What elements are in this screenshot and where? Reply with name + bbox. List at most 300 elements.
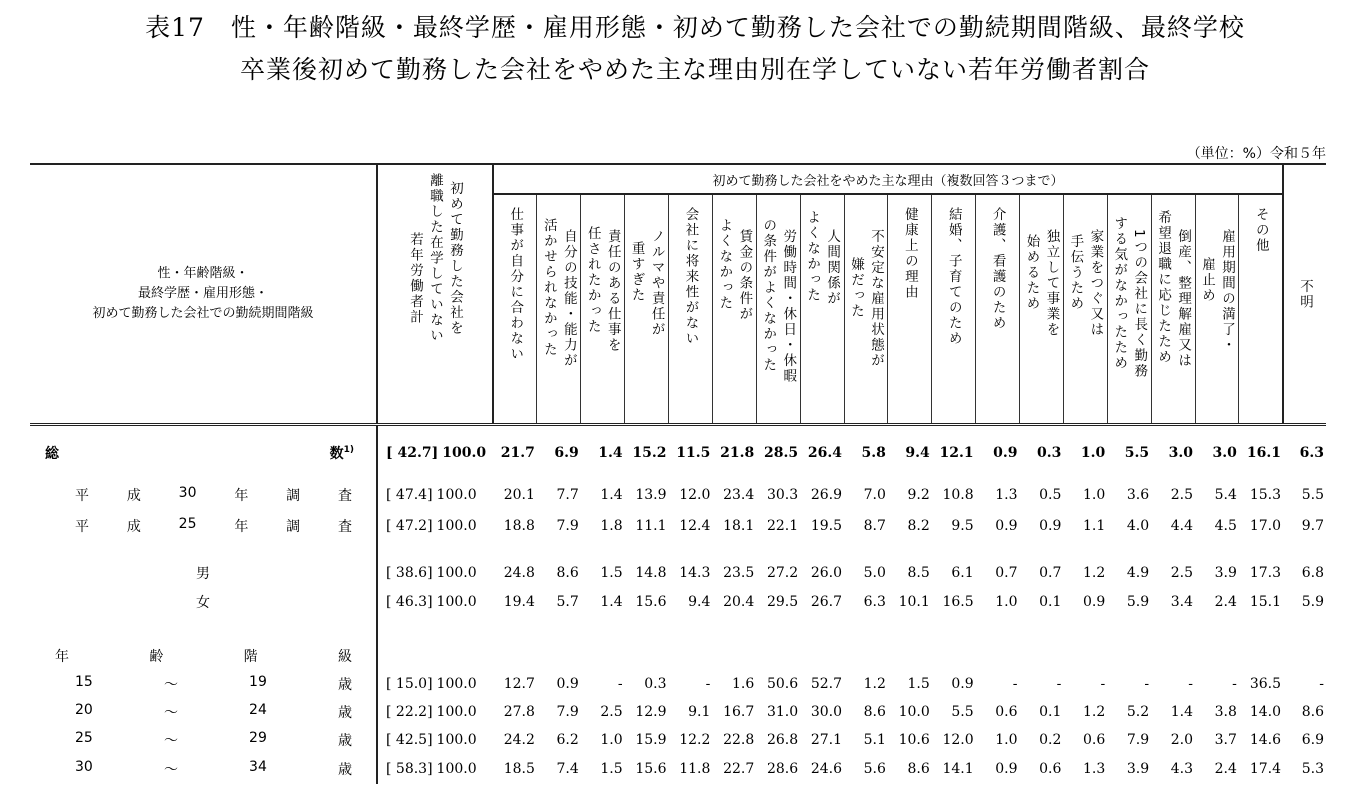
value-cell: 5.7 xyxy=(556,593,579,610)
value-cell: 0.9 xyxy=(556,675,579,692)
value-cell: 18.1 xyxy=(723,517,755,534)
value-cell: 2.4 xyxy=(1214,593,1237,610)
value-cell: 3.7 xyxy=(1214,731,1237,748)
row-label xyxy=(30,558,377,588)
row-label-part: ～ xyxy=(163,732,178,749)
value-cell: 5.6 xyxy=(863,760,886,777)
row-label-part: 34 xyxy=(249,758,267,775)
value-cell: 3.0 xyxy=(1168,444,1193,461)
reason-header xyxy=(625,194,669,425)
reason-header-line: 1つの会社に長く勤務 xyxy=(1131,229,1148,380)
row-label-part: 30 xyxy=(178,484,197,501)
value-cell: 19.5 xyxy=(810,517,842,534)
value-cell: 18.8 xyxy=(503,517,535,534)
value-cell: 9.4 xyxy=(905,444,930,461)
row-label-part: 平 xyxy=(75,518,89,535)
row-label-part: 調 xyxy=(286,518,301,535)
value-cell: 50.6 xyxy=(766,675,799,692)
value-cell: 0.9 xyxy=(995,760,1018,777)
reason-header xyxy=(1107,194,1151,425)
value-cell: 29.5 xyxy=(766,593,799,610)
value-cell: 0.5 xyxy=(1039,486,1062,503)
value-cell: 27.8 xyxy=(503,703,535,720)
value-cell: 1.2 xyxy=(863,675,886,692)
row-label-part: 階 xyxy=(243,648,258,665)
value-cell: 5.8 xyxy=(861,444,886,461)
reason-header-line: 不安定な雇用状態が xyxy=(867,229,884,369)
reason-header-line: 自分の技能・能力が xyxy=(560,229,577,369)
value-cell: 9.5 xyxy=(951,517,974,534)
reason-header-line: 会社に将来性がない xyxy=(682,207,699,347)
value-cell: 0.9 xyxy=(1082,593,1106,610)
value-cell: 28.6 xyxy=(766,760,799,777)
value-cell: 5.4 xyxy=(1214,486,1237,503)
reason-header-line: 賃金の条件が xyxy=(736,229,753,322)
value-cell: 11.1 xyxy=(635,517,667,534)
total-cell xyxy=(377,425,493,480)
value-cell: 0.9 xyxy=(995,517,1018,534)
value-cell: 7.9 xyxy=(556,703,579,720)
total-cell xyxy=(377,698,493,726)
total-value: 100.0 xyxy=(436,731,477,748)
value-cell: 9.1 xyxy=(688,703,711,720)
value-cell: 0.3 xyxy=(644,675,667,692)
table-row xyxy=(30,425,1326,480)
value-cell: 26.9 xyxy=(810,486,842,503)
value-cell: 1.0 xyxy=(600,731,623,748)
reference-total: [ 15.0] xyxy=(386,675,433,692)
row-label-part: 平 xyxy=(75,487,89,504)
row-label xyxy=(30,425,377,480)
value-cell: 12.2 xyxy=(679,731,711,748)
value-cell: 3.6 xyxy=(1126,486,1150,503)
header-line: 若年労働者計 xyxy=(407,231,423,325)
row-label-part: ～ xyxy=(163,676,178,693)
reason-header-line: 倒産、整理解雇又は xyxy=(1175,229,1192,369)
value-cell: 8.7 xyxy=(863,517,886,534)
total-cell xyxy=(377,480,493,510)
value-cell: 8.6 xyxy=(1301,703,1324,720)
value-cell: 1.0 xyxy=(995,593,1018,610)
value-cell: 4.5 xyxy=(1214,517,1237,534)
value-cell: 17.4 xyxy=(1249,760,1281,777)
reference-total: [ 58.3] xyxy=(386,760,433,777)
value-cell: 8.2 xyxy=(907,517,930,534)
value-cell: - xyxy=(1056,675,1062,692)
value-cell: 22.1 xyxy=(766,517,799,534)
reason-header xyxy=(976,194,1020,425)
row-label xyxy=(30,754,377,784)
row-label-header-line: 最終学歴・雇用形態・ xyxy=(137,286,268,301)
total-value: 100.0 xyxy=(436,486,477,503)
reason-header xyxy=(1020,194,1064,425)
value-cell: 7.4 xyxy=(556,760,579,777)
row-label xyxy=(30,480,377,510)
value-cell: 8.6 xyxy=(556,564,579,581)
value-cell: 24.8 xyxy=(503,564,535,581)
table-row xyxy=(30,642,1326,670)
value-cell: 8.6 xyxy=(863,703,886,720)
row-label-part: ～ xyxy=(163,761,178,778)
table-row xyxy=(30,510,1326,542)
value-cell: 0.6 xyxy=(1082,731,1106,748)
value-cell: 7.7 xyxy=(556,486,579,503)
value-cell: 5.5 xyxy=(1301,486,1324,503)
value-cell: 1.8 xyxy=(600,517,623,534)
value-cell: 6.3 xyxy=(1299,444,1324,461)
reason-header-line: 活かせられなかった xyxy=(540,218,557,358)
value-cell: 4.0 xyxy=(1126,517,1150,534)
value-cell: 20.1 xyxy=(503,486,535,503)
table-row xyxy=(30,558,1326,588)
total-cell xyxy=(377,510,493,542)
value-cell: 1.0 xyxy=(995,731,1018,748)
row-label-part: 成 xyxy=(126,487,141,504)
value-cell: 23.5 xyxy=(723,564,755,581)
value-cell: 0.6 xyxy=(995,703,1018,720)
value-cell: 22.7 xyxy=(723,760,755,777)
value-cell: 1.5 xyxy=(600,760,623,777)
value-cell: 2.5 xyxy=(600,703,623,720)
value-cell: 12.0 xyxy=(679,486,711,503)
value-cell: 5.9 xyxy=(1126,593,1150,610)
value-cell: 1.3 xyxy=(995,486,1018,503)
table-row xyxy=(30,754,1326,784)
row-label-part: 総 xyxy=(45,445,59,462)
row-label xyxy=(30,588,377,616)
value-cell: 27.1 xyxy=(810,731,842,748)
value-cell: 10.6 xyxy=(898,731,930,748)
value-cell: 2.5 xyxy=(1170,486,1193,503)
value-cell: 18.5 xyxy=(503,760,535,777)
row-label-part: 歳 xyxy=(337,704,352,721)
value-cell: 6.3 xyxy=(863,593,886,610)
value-cell: 0.7 xyxy=(1039,564,1062,581)
value-cell: 6.9 xyxy=(1301,731,1324,748)
value-cell: 7.9 xyxy=(556,517,579,534)
reason-header-line: 仕事が自分に合わない xyxy=(507,207,524,362)
reason-header xyxy=(932,194,976,425)
reference-total: [ 47.2] xyxy=(386,517,433,534)
value-cell: - xyxy=(1319,675,1324,692)
reason-header-line: ノルマや責任が xyxy=(648,229,665,338)
reason-header xyxy=(1195,194,1239,425)
row-label-part: ～ xyxy=(163,704,178,721)
value-cell: 5.9 xyxy=(1301,593,1324,610)
total-cell xyxy=(377,670,493,698)
reference-total: [ 22.2] xyxy=(386,703,433,720)
value-cell: 1.5 xyxy=(907,675,930,692)
value-cell: 30.3 xyxy=(766,486,799,503)
reason-header-line: よくなかった xyxy=(716,218,733,311)
value-cell: 0.9 xyxy=(1039,517,1062,534)
reference-total: [ 47.4] xyxy=(386,486,433,503)
value-cell: 5.0 xyxy=(863,564,886,581)
value-cell: 11.5 xyxy=(676,444,711,461)
unknown-header-label: 不明 xyxy=(1297,278,1313,310)
row-label xyxy=(30,542,377,558)
reason-header-line: 雇止め xyxy=(1198,256,1215,304)
row-label xyxy=(30,616,377,642)
value-cell: 10.0 xyxy=(898,703,930,720)
row-label-part: 24 xyxy=(249,701,267,718)
value-cell: 27.2 xyxy=(766,564,799,581)
header-line: 離職した在学していない xyxy=(427,173,443,344)
total-cell xyxy=(377,558,493,588)
value-cell: 0.2 xyxy=(1039,731,1062,748)
total-value: 100.0 xyxy=(436,593,477,610)
reason-header xyxy=(1151,194,1195,425)
reason-header-line: 結婚、子育てのため xyxy=(945,207,962,347)
value-cell: 6.2 xyxy=(556,731,579,748)
value-cell: 8.6 xyxy=(907,760,930,777)
reason-header xyxy=(581,194,625,425)
total-value: 100.0 xyxy=(436,564,477,581)
row-label-part: 女 xyxy=(196,594,210,611)
reason-header xyxy=(844,194,888,425)
reason-header xyxy=(800,194,844,425)
reference-total: [ 42.5] xyxy=(386,731,433,748)
reason-header-line: 雇用期間の満了・ xyxy=(1218,229,1235,353)
value-cell: 24.2 xyxy=(503,731,535,748)
value-cell: 12.1 xyxy=(939,444,974,461)
row-label-part: 齢 xyxy=(149,648,164,665)
value-cell: - xyxy=(1012,675,1018,692)
empty-cell xyxy=(377,642,1326,670)
value-cell: 2.5 xyxy=(1170,564,1193,581)
value-cell: 3.8 xyxy=(1214,703,1237,720)
value-cell: 12.4 xyxy=(679,517,711,534)
statistics-table xyxy=(30,163,1326,784)
value-cell: 10.1 xyxy=(898,593,930,610)
reason-header-line: その他 xyxy=(1252,207,1269,254)
reason-header-line: 健康上の理由 xyxy=(901,207,918,300)
reason-header-line: の条件がよくなかった xyxy=(760,218,777,373)
value-cell: 11.8 xyxy=(679,760,711,777)
value-cell: 4.3 xyxy=(1170,760,1193,777)
value-cell: 1.5 xyxy=(600,564,623,581)
value-cell: 7.9 xyxy=(1126,731,1150,748)
value-cell: 1.4 xyxy=(598,444,623,461)
unit-note: （単位：%）令和５年 xyxy=(1186,146,1326,162)
value-cell: 0.1 xyxy=(1039,703,1062,720)
value-cell: 14.1 xyxy=(942,760,974,777)
value-cell: 5.1 xyxy=(863,731,886,748)
table-row xyxy=(30,670,1326,698)
value-cell: 17.0 xyxy=(1249,517,1281,534)
label-with-note xyxy=(330,443,354,463)
reason-header-line: 嫌だった xyxy=(847,256,864,319)
unknown-header xyxy=(1283,164,1326,425)
row-label-part: 15 xyxy=(75,673,93,690)
value-cell: 1.1 xyxy=(1082,517,1106,534)
reason-header xyxy=(1063,194,1107,425)
row-label-part: 男 xyxy=(196,565,210,582)
value-cell: 6.8 xyxy=(1301,564,1324,581)
total-workers-header xyxy=(377,164,493,425)
value-cell: 20.4 xyxy=(723,593,755,610)
table-row xyxy=(30,480,1326,510)
value-cell: 5.3 xyxy=(1301,760,1324,777)
reference-total: [ 42.7] xyxy=(386,444,439,461)
total-value: 100.0 xyxy=(436,760,477,777)
value-cell: 3.0 xyxy=(1212,444,1237,461)
value-cell: 15.3 xyxy=(1249,486,1281,503)
reason-header-line: 手伝うため xyxy=(1067,233,1084,311)
reason-header xyxy=(537,194,581,425)
value-cell: 14.0 xyxy=(1249,703,1281,720)
value-cell: 1.6 xyxy=(731,675,755,692)
value-cell: 0.1 xyxy=(1039,593,1062,610)
row-label-part: 成 xyxy=(126,518,141,535)
row-label-part: 歳 xyxy=(337,761,352,778)
value-cell: 6.1 xyxy=(951,564,974,581)
value-cell: 12.0 xyxy=(942,731,974,748)
value-cell: 1.2 xyxy=(1082,703,1106,720)
reason-header-line: 人間関係が xyxy=(824,229,841,307)
value-cell: 3.9 xyxy=(1126,760,1150,777)
row-label-part: 級 xyxy=(337,648,352,665)
value-cell: 16.7 xyxy=(723,703,755,720)
value-cell: - xyxy=(1100,675,1106,692)
value-cell: 16.1 xyxy=(1246,444,1281,461)
table-row xyxy=(30,726,1326,754)
row-label-header xyxy=(30,164,377,425)
value-cell: 15.2 xyxy=(632,444,667,461)
reason-header-line: 重すぎた xyxy=(628,241,645,304)
value-cell: 0.7 xyxy=(995,564,1018,581)
value-cell: 0.3 xyxy=(1037,444,1062,461)
total-value: 100.0 xyxy=(436,517,477,534)
value-cell: 5.5 xyxy=(1124,444,1150,461)
reference-total: [ 46.3] xyxy=(386,593,433,610)
value-cell: 12.9 xyxy=(635,703,667,720)
value-cell: 4.4 xyxy=(1170,517,1193,534)
value-cell: 1.4 xyxy=(600,486,623,503)
reason-header-line: よくなかった xyxy=(804,210,821,304)
value-cell: 7.0 xyxy=(863,486,886,503)
row-label-part: 30 xyxy=(75,758,93,775)
value-cell: 15.1 xyxy=(1249,593,1281,610)
value-cell: 10.8 xyxy=(942,486,974,503)
value-cell: 36.5 xyxy=(1249,675,1281,692)
value-cell: 5.2 xyxy=(1126,703,1150,720)
value-cell: 17.3 xyxy=(1249,564,1281,581)
reason-header-line: 任されたかった xyxy=(584,225,601,335)
reason-header-line: 希望退職に応じたため xyxy=(1155,210,1172,366)
total-cell xyxy=(377,588,493,616)
row-label-part: 数 xyxy=(329,445,344,462)
value-cell: 22.8 xyxy=(723,731,755,748)
value-cell: 19.4 xyxy=(503,593,535,610)
value-cell: 9.2 xyxy=(907,486,930,503)
value-cell: 5.5 xyxy=(951,703,974,720)
row-label-header-line: 初めて勤務した会社での勤続期間階級 xyxy=(92,306,314,321)
value-cell: 21.7 xyxy=(500,444,535,461)
value-cell: 1.0 xyxy=(1080,444,1106,461)
total-value: 100.0 xyxy=(436,703,477,720)
value-cell: 14.8 xyxy=(635,564,667,581)
value-cell: 2.0 xyxy=(1170,731,1193,748)
row-label xyxy=(30,726,377,754)
row-label-part: 25 xyxy=(75,729,93,746)
empty-cell xyxy=(377,542,1326,558)
spacer-row xyxy=(30,542,1326,558)
row-label xyxy=(30,510,377,542)
value-cell: - xyxy=(617,675,623,692)
value-cell: 3.4 xyxy=(1170,593,1193,610)
value-cell: 31.0 xyxy=(766,703,799,720)
value-cell: 26.4 xyxy=(807,444,842,461)
value-cell: - xyxy=(705,675,711,692)
reason-header-line: 責任のある仕事を xyxy=(604,229,621,353)
row-label-part: 年 xyxy=(55,648,69,665)
value-cell: 0.9 xyxy=(951,675,974,692)
value-cell: - xyxy=(1188,675,1193,692)
row-label-part: 歳 xyxy=(337,676,352,693)
value-cell: 8.5 xyxy=(907,564,930,581)
value-cell: 12.7 xyxy=(503,675,535,692)
total-cell xyxy=(377,726,493,754)
table-title-line-1: 表17 性・年齢階級・最終学歴・雇用形態・初めて勤務した会社での勤続期間階級、最終学校 xyxy=(145,13,1245,42)
reason-header xyxy=(712,194,756,425)
value-cell: 0.9 xyxy=(993,444,1018,461)
row-label-part: 19 xyxy=(249,673,267,690)
value-cell: - xyxy=(1144,675,1150,692)
reason-header xyxy=(493,194,537,425)
value-cell: 15.9 xyxy=(635,731,667,748)
row-label-part: 25 xyxy=(178,515,197,532)
row-label-part: 査 xyxy=(337,487,352,504)
reason-header xyxy=(669,194,713,425)
total-value: 100.0 xyxy=(442,444,487,461)
value-cell: 6.9 xyxy=(554,444,579,461)
reasons-group-header: 初めて勤務した会社をやめた主な理由（複数回答３つまで） xyxy=(493,164,1283,194)
value-cell: 28.5 xyxy=(764,444,799,461)
spacer-row xyxy=(30,616,1326,642)
value-cell: 15.6 xyxy=(635,760,667,777)
reason-header-line: 労働時間・休日・休暇 xyxy=(780,229,797,384)
value-cell: 1.2 xyxy=(1082,564,1106,581)
row-label xyxy=(30,670,377,698)
value-cell: 26.7 xyxy=(810,593,842,610)
value-cell: 26.0 xyxy=(810,564,842,581)
reason-header xyxy=(756,194,800,425)
value-cell: 1.0 xyxy=(1082,486,1106,503)
reason-header-line: する気がなかったため xyxy=(1111,215,1128,371)
value-cell: - xyxy=(1232,675,1237,692)
row-label xyxy=(30,698,377,726)
reason-header-line: 独立して事業を xyxy=(1043,229,1060,338)
row-label xyxy=(30,642,377,670)
table-title-line-2: 卒業後初めて勤務した会社をやめた主な理由別在学していない若年労働者割合 xyxy=(239,55,1150,84)
value-cell: 4.9 xyxy=(1126,564,1150,581)
row-label-part: 調 xyxy=(286,487,301,504)
table-row xyxy=(30,588,1326,616)
value-cell: 15.6 xyxy=(635,593,667,610)
value-cell: 3.9 xyxy=(1214,564,1237,581)
row-label-part: 年 xyxy=(234,487,249,504)
value-cell: 26.8 xyxy=(766,731,799,748)
value-cell: 1.4 xyxy=(1170,703,1193,720)
reference-total: [ 38.6] xyxy=(386,564,433,581)
row-label-part: 歳 xyxy=(337,732,352,749)
reason-header-line: 介護、看護のため xyxy=(989,207,1006,331)
value-cell: 14.3 xyxy=(679,564,711,581)
value-cell: 21.8 xyxy=(720,444,755,461)
reason-header-line: 家業をつぐ又は xyxy=(1087,229,1104,338)
value-cell: 1.3 xyxy=(1082,760,1106,777)
